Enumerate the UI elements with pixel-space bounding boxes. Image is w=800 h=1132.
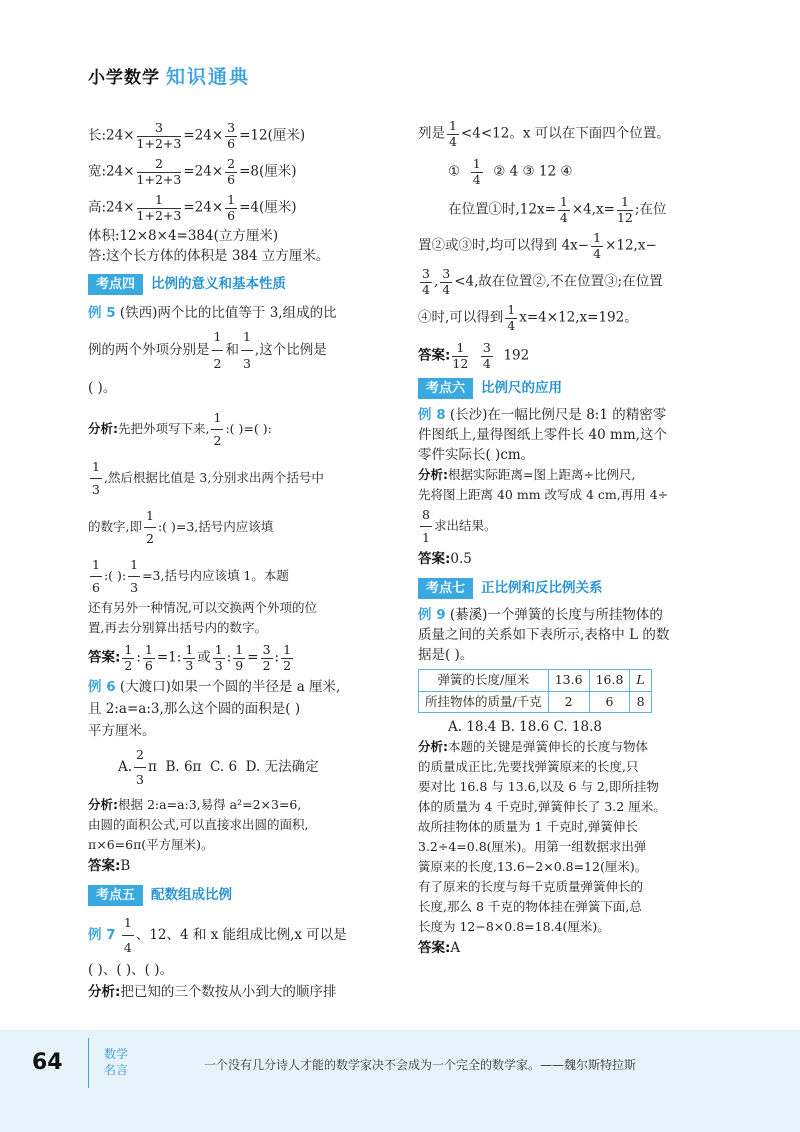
analysis-9: 分析:本题的关键是弹簧伸长的长度与物体 的质量成正比,先要找弹簧原来的长度,只 要对比 16.8 与 13.6,以及 6 与 2,即所挂物 体的质量为 4 千克时,弹簧伸长了 3.2 厘米。 故所挂物体的质量为 1 千克时,弹簧伸长 3.2÷4=0.8(厘米)。用第一组数据求出弹 簧原来的长度,13.6−2×0.8=12(厘米)。 有了原来的长度与每千克质量弹簧伸长的 长度,那么 8 千克的物体挂在弹簧下面,总 长度为 12−8×0.8=18.4(厘米)。 <box>418 739 666 934</box>
answer-9: 答案:A <box>418 940 461 956</box>
height-line: 高:24× $\frac{1}{1+2+3}$ =24× $\frac{1}{6}$ =4(厘米) <box>88 192 297 223</box>
r-line-1: 列是 $\frac{1}{4}$ <4<12。x 可以在下面四个位置。 <box>418 118 670 149</box>
left-column <box>88 118 388 1003</box>
table-row: 所挂物体的质量/千克 2 6 8 <box>419 691 652 713</box>
example-6: 例 6 (大渡口)如果一个圆的半径是 a 厘米, 且 2:a=a:3,那么这个圆的面积是( ) 平方厘米。 A. $\frac{2}{3}$ π B. 6π C. 6 D. 无法确定 <box>88 679 341 787</box>
spring-table <box>418 669 652 713</box>
section-6: 考点六 比例尺的应用 <box>418 378 562 399</box>
page-number: 64 <box>32 1050 63 1075</box>
example-8: 例 8 (长沙)在一幅比例尺是 8:1 的精密零 件图纸上,量得图纸上零件长 40 mm,这个 零件实际长( )cm。 <box>418 407 667 463</box>
footer-divider <box>88 1038 89 1088</box>
analysis-5: 分析:先把外项写下来, $\frac{1}{2}$ :( )=( ): $\frac{1}{3}$ ,然后根据比值是 3,分别求出两个括号中 的数字,即 $\frac{1}{2}$ :( )=3,括号内应该填 $\frac{1}{6}$ :( ): $\frac{1}{3}$ =3,括号内应该填 1。本题 还有另外一种情况,可以交换两个外项的位 置,再去分别算出括号内的数字。 <box>88 410 324 635</box>
series-name: 小学数学 <box>88 68 160 88</box>
book-title: 知识通典 <box>166 66 251 88</box>
length-line: 长:24× $\frac{3}{1+2+3}$ =24× $\frac{3}{6}$ =12(厘米) <box>88 120 306 151</box>
section-5: 考点五 配数组成比例 <box>88 885 232 906</box>
table-row: 弹簧的长度/厘米 13.6 16.8 L <box>419 670 652 692</box>
positions-line: ① $\frac{1}{4}$ ② 4 ③ 12 ④ <box>448 156 573 187</box>
volume-line: 体积:12×8×4=384(立方厘米) <box>88 228 279 244</box>
width-line: 宽:24× $\frac{2}{1+2+3}$ =24× $\frac{2}{6}$ =8(厘米) <box>88 156 297 187</box>
answer-8: 答案:0.5 <box>418 551 472 567</box>
math-quote: 一个没有几分诗人才能的数学家决不会成为一个完全的数学家。——魏尔斯特拉斯 <box>204 1058 637 1072</box>
example-9: 例 9 (綦溪)一个弹簧的长度与所挂物体的 质量之间的关系如下表所示,表格中 L 的数 据是( )。 <box>418 607 670 663</box>
answer-line: 答:这个长方体的体积是 384 立方厘米。 <box>88 248 330 264</box>
section-7: 考点七 正比例和反比例关系 <box>418 578 603 599</box>
example-5: 例 5 (铁西)两个比的比值等于 3,组成的比 例的两个外项分别是 $\frac{1}{2}$ 和 $\frac{1}{3}$ ,这个比例是 ( )。 <box>88 305 337 396</box>
analysis-6: 分析:根据 2:a=a:3,易得 a²=2×3=6, 由圆的面积公式,可以直接求出圆的面积, π×6=6π(平方厘米)。 <box>88 797 309 852</box>
answer-6: 答案:B <box>88 858 131 874</box>
options-9: A. 18.4 B. 18.6 C. 18.8 <box>448 719 603 735</box>
answer-7: 答案: $\frac{1}{12}$ $\frac{3}{4}$ 192 <box>418 340 530 371</box>
page-header <box>88 62 250 89</box>
quote-label: 数学 名言 <box>104 1047 129 1077</box>
right-column: 列是 $\frac{1}{4}$ <4<12。x 可以在下面四个位置。 ① $\frac{1}{4}$ ② 4 ③ 12 ④ 在位置①时,12x= $\frac{1}{4}$ ×4,x= $\frac{1}{12}$ ;在位 置②或③时,均可以得到 4x− $\frac{1}{4}$ ×12,x− $\frac{3}{4}$ , $\frac{3}{4}$ <4,故在位置②,不在位置③;在位置 ④时,可以得到 $\frac{1}{4}$ x=4×12,x=192。 答案: $\frac{1}{12}$ $\frac{3}{4}$ 192 考点六 比例尺的应用 例 8 (长沙)在一幅比例尺是 8:1 的精密零 件图纸上,量得图纸上零件长 40 mm,这个 零件实际长( )cm。 分析:根据实际距离=图上距离÷比例尺, 先将图上距离 40 mm 改写成 4 cm,再用 4÷ $\frac{8}{1}$ 求出结果。 答案:0.5 考点七 正比例和反比例关系 例 9 (綦溪)一个弹簧的长度与所挂物体的 质量之间的关系如下表所示,表格中 L 的数 据是( )。 弹簧的长度/厘米 13.6 16.8 L 所挂物体的质量/千克 2 6 8 A. 18.4 B. 18.6 C. 18.8 分析:本题的关键是弹簧伸长的长度与物体 的质量成正比,先要找弹簧原来的长度,只 要对比 16.8 与 13.6,以及 6 与 2,即所挂物 体的质量为 4 千克时,弹簧伸长了 3.2 厘米。 故所挂物体的质量为 1 千克时,弹簧伸长 3.2÷4=0.8(厘米)。用第一组数据求出弹 簧原来的长度,13.6−2×0.8=12(厘米)。 有了原来的长度与每千克质量弹簧伸长的 长度,那么 8 千克的物体挂在弹簧下面,总 长度为 12−8×0.8=18.4(厘米)。 答案:A <box>418 118 714 959</box>
example-7: 例 7 $\frac{1}{4}$ 、12、4 和 x 能组成比例,x 可以是 ( )、( )、( )。 分析:把已知的三个数按从小到大的顺序排 <box>88 912 388 1003</box>
answer-5: 答案: $\frac{1}{2}$ : $\frac{1}{6}$ =1: $\frac{1}{3}$ 或 $\frac{1}{3}$ : $\frac{1}{9}$ = $\frac{3}{2}$ : $\frac{1}{2}$ <box>88 642 292 673</box>
analysis-8: 分析:根据实际距离=图上距离÷比例尺, 先将图上距离 40 mm 改写成 4 cm,再用 4÷ $\frac{8}{1}$ 求出结果。 <box>418 467 669 545</box>
section-4: 考点四 比例的意义和基本性质 <box>88 274 286 295</box>
